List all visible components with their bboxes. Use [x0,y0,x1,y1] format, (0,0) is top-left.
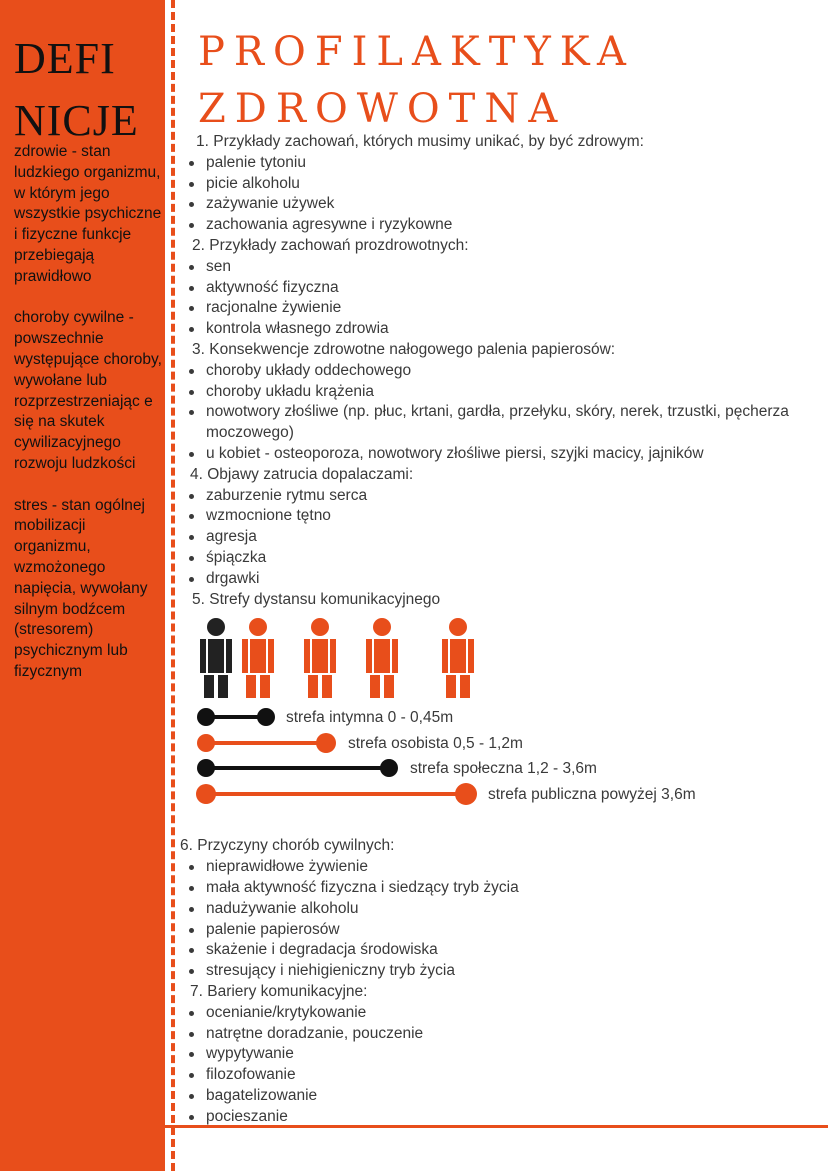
list-item: nadużywanie alkoholu [180,899,820,920]
list-item: mała aktywność fizyczna i siedzący tryb życia [180,878,820,899]
list-item: aktywność fizyczna [180,278,820,299]
list-item: stresujący i niehigieniczny tryb życia [180,961,820,982]
list-item: choroby układy oddechowego [180,361,820,382]
section-6 [180,836,820,982]
section-heading: 5. Strefy dystansu komunikacyjnego [192,590,441,608]
section-5 [180,590,820,837]
list-item: u kobiet - osteoporoza, nowotwory złośliwe piersi, szyjki macicy, jajników [180,444,820,465]
definition-civilization-diseases: choroby cywilne - powszechnie występujące choroby, wywołane lub rozprzestrzeniając e się na skutek cywilizacyjnego rozwoju ludzkości [14,309,162,472]
zone-bar-social [197,759,398,777]
definition-stress: stres - stan ogólnej mobilizacji organizmu, wzmożonego napięcia, wywołany silnym bodźcem (stresorem) psychicznym lub fizycznym [14,496,148,680]
section-1 [180,132,820,236]
zone-bar-intimate [197,708,275,726]
definition-health: zdrowie - stan ludzkiego organizmu, w którym jego wszystkie psychiczne i fizyczne funkcje przebiegają prawidłowo [14,143,162,285]
list-item: kontrola własnego zdrowia [180,319,820,340]
list-item: ocenianie/krytykowanie [180,1003,820,1024]
list-item: choroby układu krążenia [180,382,820,403]
zone-bar-public [196,783,477,805]
section-heading: 3. Konsekwencje zdrowotne nałogowego palenia papierosów: [192,340,616,358]
sidebar-title-line-1: DEFI [14,34,116,83]
section-7 [180,982,820,1128]
list-item: palenie papierosów [180,920,820,941]
section-list [180,857,820,982]
list-item: picie alkoholu [180,174,820,195]
list-item: śpiączka [180,548,820,569]
section-list [180,153,820,236]
section-list [180,257,820,340]
section-4 [180,465,820,590]
section-heading: 2. Przykłady zachowań prozdrowotnych: [192,236,469,254]
list-item: nieprawidłowe żywienie [180,857,820,878]
list-item: natrętne doradzanie, pouczenie [180,1024,820,1045]
person-icon [362,618,402,698]
sidebar-title [14,28,164,152]
zone-label-intimate: strefa intymna 0 - 0,45m [286,709,454,727]
person-icon [438,618,478,698]
list-item: palenie tytoniu [180,153,820,174]
section-list [180,361,820,465]
list-item: wypytywanie [180,1044,820,1065]
definitions-list [14,142,164,704]
page-title-line-1: PROFILAKTYKA [198,29,635,75]
zone-label-public: strefa publiczna powyżej 3,6m [488,786,696,804]
list-item: zażywanie używek [180,194,820,215]
list-item: zachowania agresywne i ryzykowne [180,215,820,236]
section-heading: 1. Przykłady zachowań, których musimy unikać, by być zdrowym: [196,133,644,150]
list-item: bagatelizowanie [180,1086,820,1107]
section-list [180,1003,820,1128]
person-icon [196,618,236,698]
distance-zones-diagram [180,610,820,836]
dashed-divider [171,0,175,1171]
person-icon [300,618,340,698]
list-item: wzmocnione tętno [180,506,820,527]
sidebar-title-line-2: NICJE [14,96,139,145]
zone-label-social: strefa społeczna 1,2 - 3,6m [410,760,597,778]
person-icon [238,618,278,698]
list-item: agresja [180,527,820,548]
page-title [198,24,635,138]
list-item: racjonalne żywienie [180,298,820,319]
section-3 [180,340,820,465]
section-list [180,486,820,590]
section-2 [180,236,820,340]
list-item: filozofowanie [180,1065,820,1086]
zone-bar-personal [197,733,336,753]
list-item: zaburzenie rytmu serca [180,486,820,507]
list-item: skażenie i degradacja środowiska [180,940,820,961]
section-heading: 4. Objawy zatrucia dopalaczami: [190,465,414,483]
list-item: drgawki [180,569,820,590]
list-item: nowotwory złośliwe (np. płuc, krtani, gardła, przełyku, skóry, nerek, trzustki, pęcherza moczowego) [180,402,820,444]
section-heading: 6. Przyczyny chorób cywilnych: [180,837,395,855]
list-item: pocieszanie [180,1107,820,1128]
definitions-sidebar [0,0,165,1171]
list-item: sen [180,257,820,278]
zone-label-personal: strefa osobista 0,5 - 1,2m [348,735,523,753]
section-heading: 7. Bariery komunikacyjne: [190,982,368,1000]
main-content [180,132,820,1127]
page-title-line-2: ZDROWOTNA [198,86,567,132]
